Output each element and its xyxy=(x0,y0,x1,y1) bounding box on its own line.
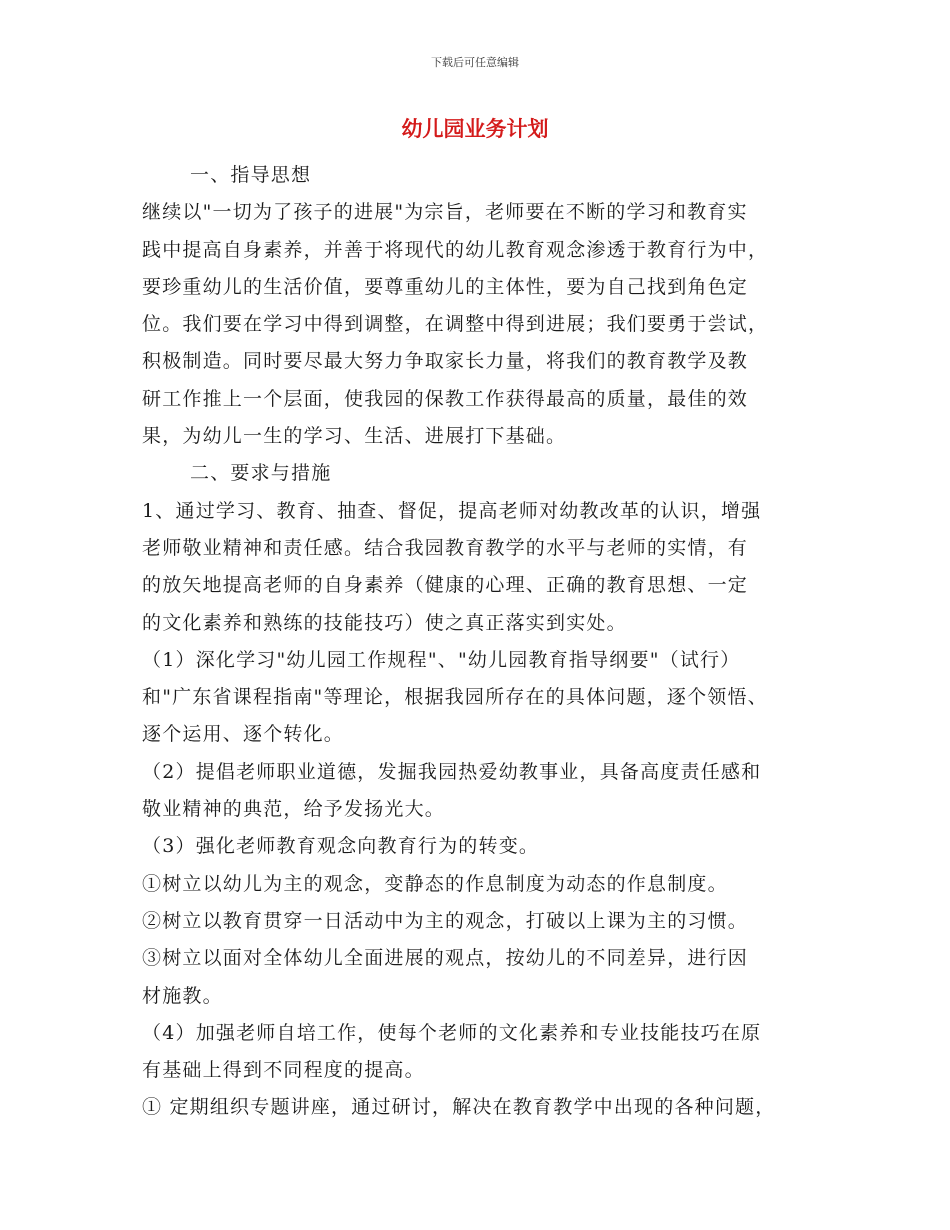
paragraph-line: 有基础上得到不同程度的提高。 xyxy=(142,1059,425,1082)
paragraph-line: ③树立以面对全体幼儿全面进展的观点，按幼儿的不同差异，进行因 xyxy=(142,947,749,970)
paragraph-line: 研工作推上一个层面，使我园的保教工作获得最高的质量，最佳的效 xyxy=(142,387,749,410)
paragraph-line: （4）加强老师自培工作，使每个老师的文化素养和专业技能技巧在原 xyxy=(142,1021,762,1044)
paragraph-line: 和"广东省课程指南"等理论，根据我园所存在的具体问题，逐个领悟、 xyxy=(142,686,768,709)
paragraph-line: 的文化素养和熟练的技能技巧）使之真正落实到实处。 xyxy=(142,611,627,634)
paragraph-line: 老师敬业精神和责任感。结合我园教育教学的水平与老师的实情，有 xyxy=(142,536,749,559)
paragraph-line: ①树立以幼儿为主的观念，变静态的作息制度为动态的作息制度。 xyxy=(142,872,728,895)
page-header-note: 下载后可任意编辑 xyxy=(431,56,519,69)
paragraph-line: 践中提高自身素养，并善于将现代的幼儿教育观念渗透于教育行为中， xyxy=(142,238,769,261)
paragraph-line: 积极制造。同时要尽最大努力争取家长力量，将我们的教育教学及教 xyxy=(142,350,749,373)
paragraph-line: ① 定期组织专题讲座，通过研讨，解决在教育教学中出现的各种问题， xyxy=(142,1096,776,1119)
paragraph-line: 位。我们要在学习中得到调整，在调整中得到进展；我们要勇于尝试， xyxy=(142,313,769,336)
paragraph-line: 逐个运用、逐个转化。 xyxy=(142,723,345,746)
paragraph-line: ②树立以教育贯穿一日活动中为主的观念，打破以上课为主的习惯。 xyxy=(142,909,749,932)
document-body xyxy=(142,157,812,1127)
section-heading-requirements: 二、要求与措施 xyxy=(190,462,332,485)
document-title: 幼儿园业务计划 xyxy=(401,117,549,141)
section-heading-guiding-thought: 一、指导思想 xyxy=(190,164,312,186)
paragraph-line: 果，为幼儿一生的学习、生活、进展打下基础。 xyxy=(142,425,567,448)
paragraph-line: 敬业精神的典范，给予发扬光大。 xyxy=(142,798,446,821)
paragraph-line: 继续以"一切为了孩子的进展"为宗旨，老师要在不断的学习和教育实 xyxy=(142,201,748,224)
paragraph-line: 的放矢地提高老师的自身素养（健康的心理、正确的教育思想、一定 xyxy=(142,574,749,597)
paragraph-line: （2）提倡老师职业道德，发掘我园热爱幼教事业，具备高度责任感和 xyxy=(142,760,762,783)
paragraph-line: 1、通过学习、教育、抽查、督促，提高老师对幼教改革的认识，增强 xyxy=(142,499,762,522)
paragraph-line: 材施教。 xyxy=(142,984,223,1007)
paragraph-line: （1）深化学习"幼儿园工作规程"、"幼儿园教育指导纲要"（试行） xyxy=(142,648,741,671)
paragraph-line: （3）强化老师教育观念向教育行为的转变。 xyxy=(142,835,540,858)
paragraph-line: 要珍重幼儿的生活价值，要尊重幼儿的主体性，要为自己找到角色定 xyxy=(142,275,749,298)
